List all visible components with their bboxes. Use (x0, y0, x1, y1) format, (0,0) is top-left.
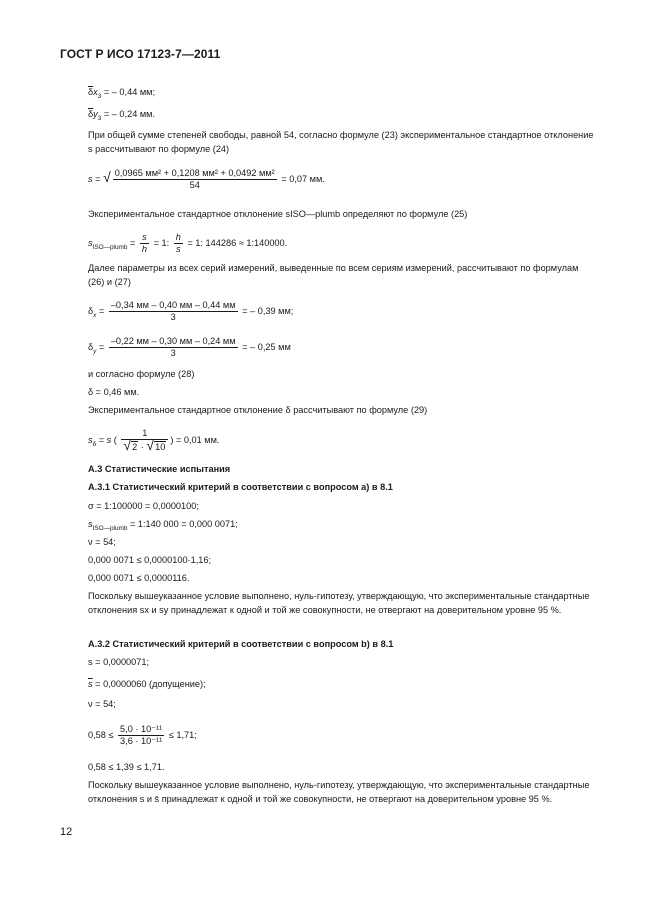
line-and-formula-28: и согласно формуле (28) (88, 369, 195, 379)
line-dx3: $\overline{\delta}x_3$ = – 0,44 мм; (88, 87, 156, 100)
line-sigma: σ = 1:100000 = 0,0000100; (88, 501, 199, 511)
line-ineq-3: 0,58 ≤ 1,39 ≤ 1,71. (88, 762, 165, 772)
paragraph-iso: Экспериментальное стандартное отклонение sISO—plumb определяют по формуле (25) (88, 209, 468, 219)
line-delta: δ = 0,46 мм. (88, 387, 140, 397)
line-nu-2: ν = 54; (88, 699, 116, 709)
paragraph-conclusion-2: Поскольку вышеуказанное условие выполнено, нуль-гипотезу, утверждающую, что экспериментальные стандартные отклонения s и s̄ принадлежат к одной и той же совокупности, не отвергают на доверительном уровне 95 %. (88, 780, 590, 804)
formula-ratio: 0,58 ≤ $\frac{\text{5,0 · 10⁻¹¹}}{\text{3,6 · 10⁻¹¹}}$ ≤ 1,71; (88, 724, 197, 746)
paragraph-conclusion-1: Поскольку вышеуказанное условие выполнено, нуль-гипотезу, утверждающую, что экспериментальные стандартные отклонения sx и sy принадлежат к одной и той же совокупности, не отвергают на доверительном уровне 95 %. (88, 591, 590, 615)
paragraph-params: Далее параметры из всех серий измерений, выведенные по всем сериям измерений, рассчитывают по формулам (26) и (27) (88, 263, 579, 287)
formula-sd: $s_\delta = s$ ( $\frac{1}{√2 \cdot √10}$ ) = 0,01 мм. (88, 428, 220, 453)
section-a31: A.3.1 Статистический критерий в соответствии с вопросом a) в 8.1 (88, 482, 393, 492)
formula-dy: $\delta_y$ = $\frac{-0,22 мм - 0,30 мм - 0,24 мм}{3}$ = – 0,25 мм (88, 336, 291, 358)
document-header: ГОСТ Р ИСО 17123-7—2011 (60, 47, 221, 61)
section-a32: A.3.2 Статистический критерий в соответствии с вопросом b) в 8.1 (88, 639, 394, 649)
paragraph-freedom: При общей сумме степеней свободы, равной 54, согласно формуле (23) экспериментальное стандартное отклонение s рассчитывают по формуле (24) (88, 130, 594, 154)
line-ineq-1: 0,000 0071 ≤ 0,0000100·1,16; (88, 555, 212, 565)
line-s-iso: $s_{ISO—plumb}$ = 1:140 000 = 0,000 0071; (88, 519, 238, 532)
line-dy3: $\overline{\delta}y_3$ = – 0,24 мм. (88, 109, 156, 122)
line-nu-1: ν = 54; (88, 537, 116, 547)
line-s-value: s = 0,0000071; (88, 657, 150, 667)
formula-dx: $\delta_x$ = $\frac{-0,34 мм - 0,40 мм - 0,44 мм}{3}$ = – 0,39 мм; (88, 300, 294, 322)
page-number: 12 (60, 826, 73, 838)
section-a3: A.3 Статистические испытания (88, 464, 231, 474)
formula-iso: $s_{ISO—plumb}$ = $\frac{s}{h}$ = 1: $\frac{h}{s}$ = 1: 144286 ≈ 1:140000. (88, 232, 288, 254)
formula-s: s = √ $\frac{\text{0,0965 мм² + 0,1208 мм² + 0,0492 мм²}}{54}$ = 0,07 мм. (88, 168, 325, 190)
paragraph-delta: Экспериментальное стандартное отклонение δ рассчитывают по формуле (29) (88, 405, 428, 415)
line-ineq-2: 0,000 0071 ≤ 0,0000116. (88, 573, 190, 583)
line-sbar-value: $\overline{s} = 0,0000060$ (допущение); (88, 679, 206, 689)
